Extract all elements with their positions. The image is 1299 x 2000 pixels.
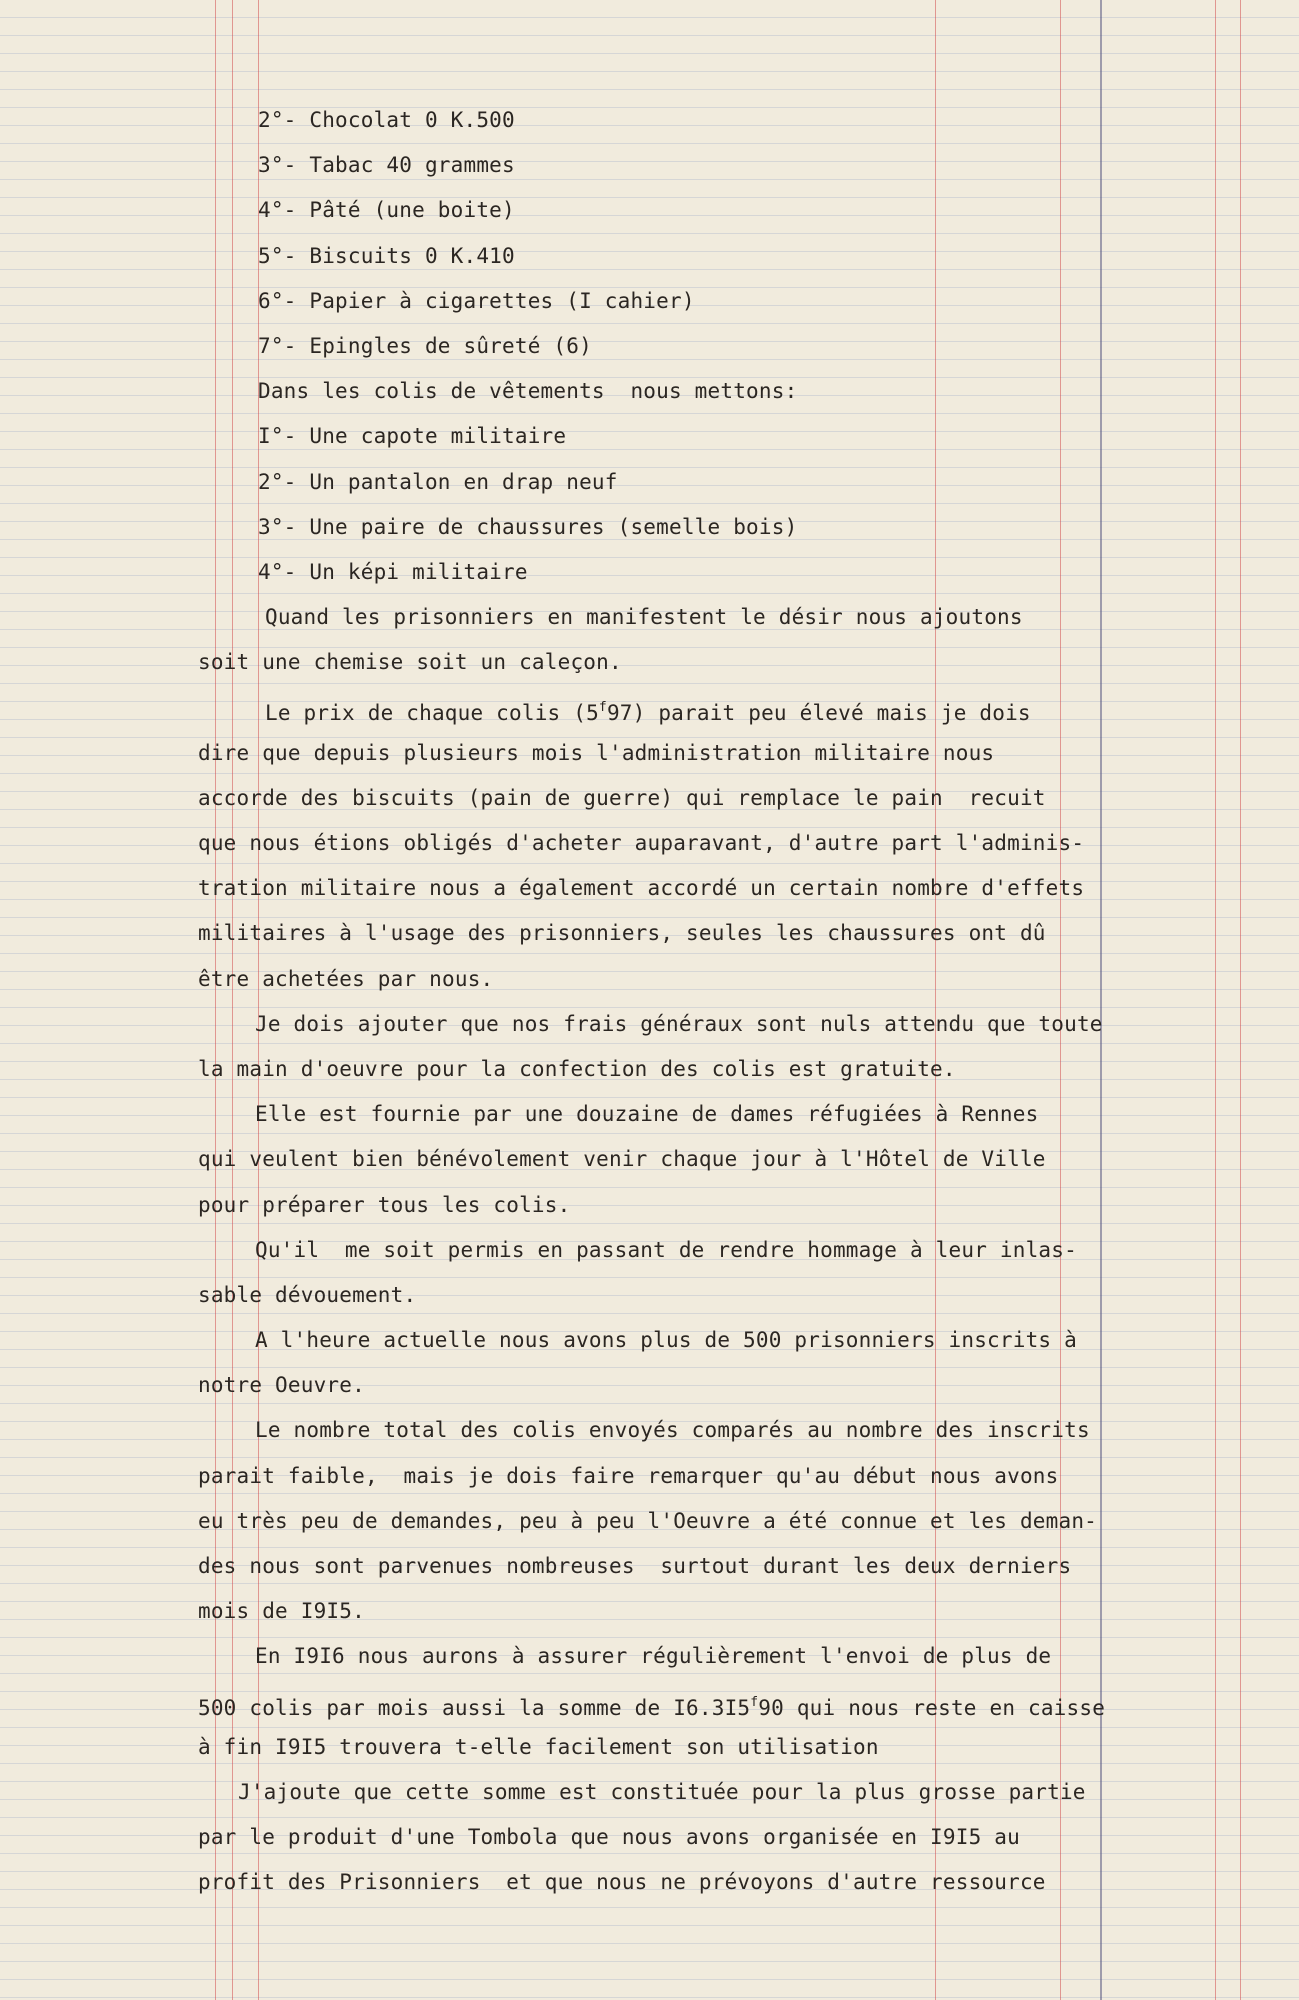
paragraph-line: pour préparer tous les colis. (198, 1192, 571, 1217)
paragraph-line: Dans les colis de vêtements nous mettons: (258, 379, 798, 404)
list-item: I°- Une capote militaire (258, 424, 567, 449)
paragraph-line: accorde des biscuits (pain de guerre) qui remplace le pain recuit (198, 785, 1046, 810)
paragraph-line: Je dois ajouter que nos frais généraux sont nuls attendu que toute (255, 1011, 1103, 1036)
paragraph-line: En I9I6 nous aurons à assurer régulièrement l'envoi de plus de (255, 1644, 1052, 1669)
list-item: 7°- Epingles de sûreté (6) (258, 333, 592, 358)
list-item: 4°- Pâté (une boite) (258, 198, 515, 223)
paragraph-line: soit une chemise soit un caleçon. (198, 650, 622, 675)
paragraph-line: eu très peu de demandes, peu à peu l'Oeuvre a été connue et les deman- (198, 1508, 1098, 1533)
paragraph-line: à fin I9I5 trouvera t-elle facilement son utilisation (198, 1734, 879, 1759)
typed-text (0, 98, 1299, 1906)
paragraph-line: Quand les prisonniers en manifestent le désir nous ajoutons (265, 605, 1023, 630)
paragraph-line: sable dévouement. (198, 1282, 417, 1307)
paragraph-line: que nous étions obligés d'acheter auparavant, d'autre part l'adminis- (198, 831, 1085, 855)
list-item: 4°- Un képi militaire (258, 559, 528, 584)
bleed-through-text (320, 30, 1280, 93)
paragraph-line: profit des Prisonniers et que nous ne prévoyons d'autre ressource (198, 1870, 1046, 1895)
paragraph-line: qui veulent bien bénévolement venir chaque jour à l'Hôtel de Ville (198, 1147, 1046, 1172)
paragraph-line: Le prix de chaque colis (5$^f$97) parait peu élevé mais je dois (265, 700, 1031, 726)
paragraph-line: Qu'il me soit permis en passant de rendre hommage à leur inlas- (255, 1237, 1077, 1262)
paragraph-line: 500 colis par mois aussi la somme de I6.3I5$^f$90 qui nous reste en caisse (198, 1694, 1106, 1720)
paragraph-line: A l'heure actuelle nous avons plus de 500 prisonniers inscrits à (255, 1328, 1077, 1353)
paragraph-line: militaires à l'usage des prisonniers, seules les chaussures ont dû (198, 921, 1046, 946)
paragraph-line: des nous sont parvenues nombreuses surtout durant les deux derniers (198, 1554, 1072, 1578)
paragraph-line: tration militaire nous a également accordé un certain nombre d'effets (198, 876, 1085, 901)
paragraph-line: la main d'oeuvre pour la confection des colis est gratuite. (198, 1056, 956, 1081)
list-item: 3°- Tabac 40 grammes (258, 153, 515, 178)
paragraph-line: parait faible, mais je dois faire remarquer qu'au début nous avons (198, 1463, 1059, 1488)
paragraph-line: J'ajoute que cette somme est constituée pour la plus grosse partie (238, 1779, 1086, 1804)
paragraph-line: Elle est fournie par une douzaine de dames réfugiées à Rennes (255, 1102, 1039, 1127)
list-item: 6°- Papier à cigarettes (I cahier) (258, 288, 695, 313)
paragraph-line: par le produit d'une Tombola que nous avons organisée en I9I5 au (198, 1825, 1020, 1850)
paragraph-line: dire que depuis plusieurs mois l'administration militaire nous (198, 740, 995, 765)
paragraph-line: notre Oeuvre. (198, 1373, 365, 1398)
paragraph-line: Le nombre total des colis envoyés comparés au nombre des inscrits (255, 1418, 1090, 1443)
list-item: 2°- Un pantalon en drap neuf (258, 469, 618, 494)
list-item: 3°- Une paire de chaussures (semelle bois) (258, 514, 798, 539)
list-item: 2°- Chocolat 0 K.500 (258, 108, 515, 132)
paragraph-line: mois de I9I5. (198, 1599, 365, 1624)
list-item: 5°- Biscuits 0 K.410 (258, 243, 515, 268)
paragraph-line: être achetées par nous. (198, 966, 494, 991)
